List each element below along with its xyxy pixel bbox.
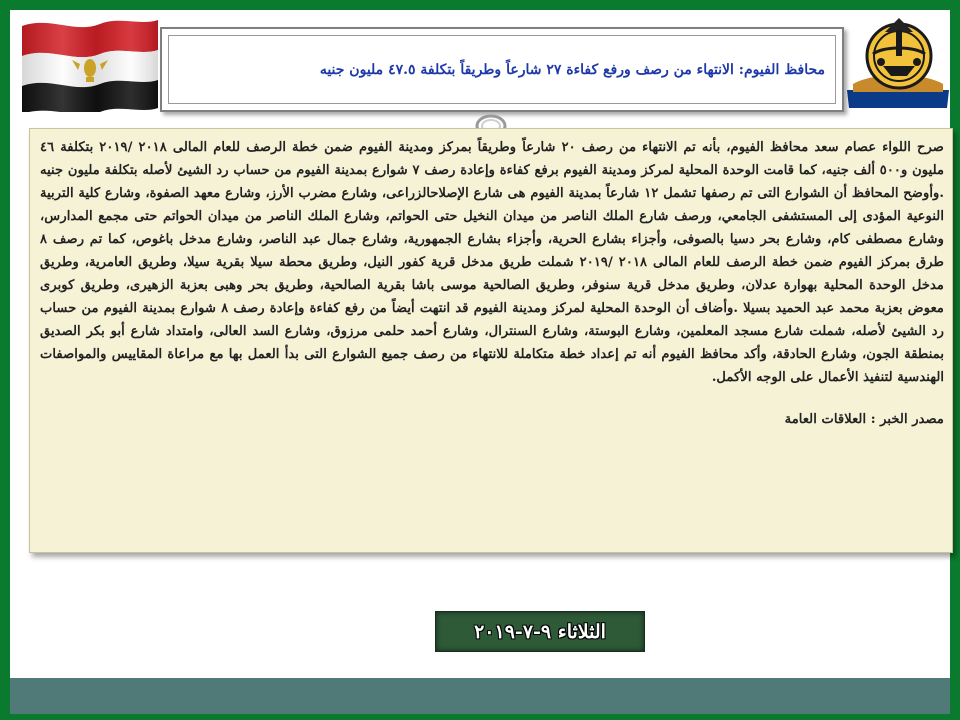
date-label: الثلاثاء ٩-٧-٢٠١٩ (474, 620, 606, 643)
article-source: مصدر الخبر : العلاقات العامة (784, 412, 944, 427)
title-box (160, 27, 844, 112)
page-frame (3, 3, 957, 717)
page-title: محافظ الفيوم: الانتهاء من رصف ورفع كفاءة ٢٧ شارعاً وطريقاً بتكلفة ٤٧.٥ مليون جنيه (319, 61, 825, 78)
bottom-band (10, 678, 950, 714)
egypt-flag-icon (20, 14, 160, 112)
page-canvas (10, 10, 950, 710)
date-plate (435, 611, 645, 652)
article-body: صرح اللواء عصام سعد محافظ الفيوم، بأنه تم الانتهاء من رصف ٢٠ شارعاً وطريقاً بمركز ومدينة الفيوم ضمن خطة الرصف للعام المالى ٢٠١٨ /٢٠١٩ بتكلفة ٤٦ مليون و٥٠٠ ألف جنيه، كما قامت الوحدة المحلية لمركز ومدينة الفيوم برفع كفاءة وإعادة رصف ٧ شوارع بمدينة الفيوم من حساب رد الشيئ لأصله بتكلفة مليون جنيه .وأوضح المحافظ أن الشوارع التى تم رصفها تشمل ١٢ شارعاً بمدينة الفيوم هى شارع الإصلاحالزراعى، وشارع مضرب الأرز، وشارع معهد الصفوة، وشارع كلية التربية النوعية المؤدى إلى المستشفى الجامعي، ورصف شارع الملك الناصر من ميدان النخيل حتى الحواتم، وشارع الملك الناصر من ميدان الحواتم حتى مجمع المدارس، وشارع مصطفى كام، وشارع بحر دسيا بالصوفى، وأجزاء بشارع الحرية، وأجزاء بشارع الجمهورية، وشارع جمال عبد الناصر، وشارع مدخل باغوص، كما تم رصف ٨ طرق بمركز الفيوم ضمن خطة الرصف للعام المالى ٢٠١٨ /٢٠١٩ شملت طريق مدخل قرية كفور النيل، وطريق محطة سيلا بقرية سيلا، وطريق العامرية، وطريق مدخل الوحدة المحلية بهوارة عدلان، وطريق مدخل قرية سنوفر، وطريق الصالحية موسى باشا بقرية الصالحية، وطريق بحر وهبى بعزبة الزهيرى، وطريق كوبرى معوض بعزبة محمد عبد الحميد بسيلا .وأضاف أن الوحدة المحلية لمركز ومدينة الفيوم قد انتهت أيضاً من رفع كفاءة وإعادة رصف ٨ شوارع بمدينة الفيوم من حساب رد الشيئ لأصله، شملت شارع مسجد المعلمين، وشارع البوستة، وشارع السنترال، وشارع أحمد حلمى مرزوق، وشارع السد العالى، وامتداد شارع أبو بكر الصديق بمنطقة الجون، وشارع الحادقة، وأكد محافظ الفيوم أنه تم إعداد خطة متكاملة للانتهاء من رصف جميع الشوارع التى بدأ العمل بها مع مراعاة المقاييس والمواصفات الهندسية لتنفيذ الأعمال على الوجه الأكمل. (40, 140, 945, 385)
article-panel (29, 128, 953, 553)
fayoum-governorate-logo (843, 10, 953, 110)
title-inner-frame (168, 35, 836, 104)
